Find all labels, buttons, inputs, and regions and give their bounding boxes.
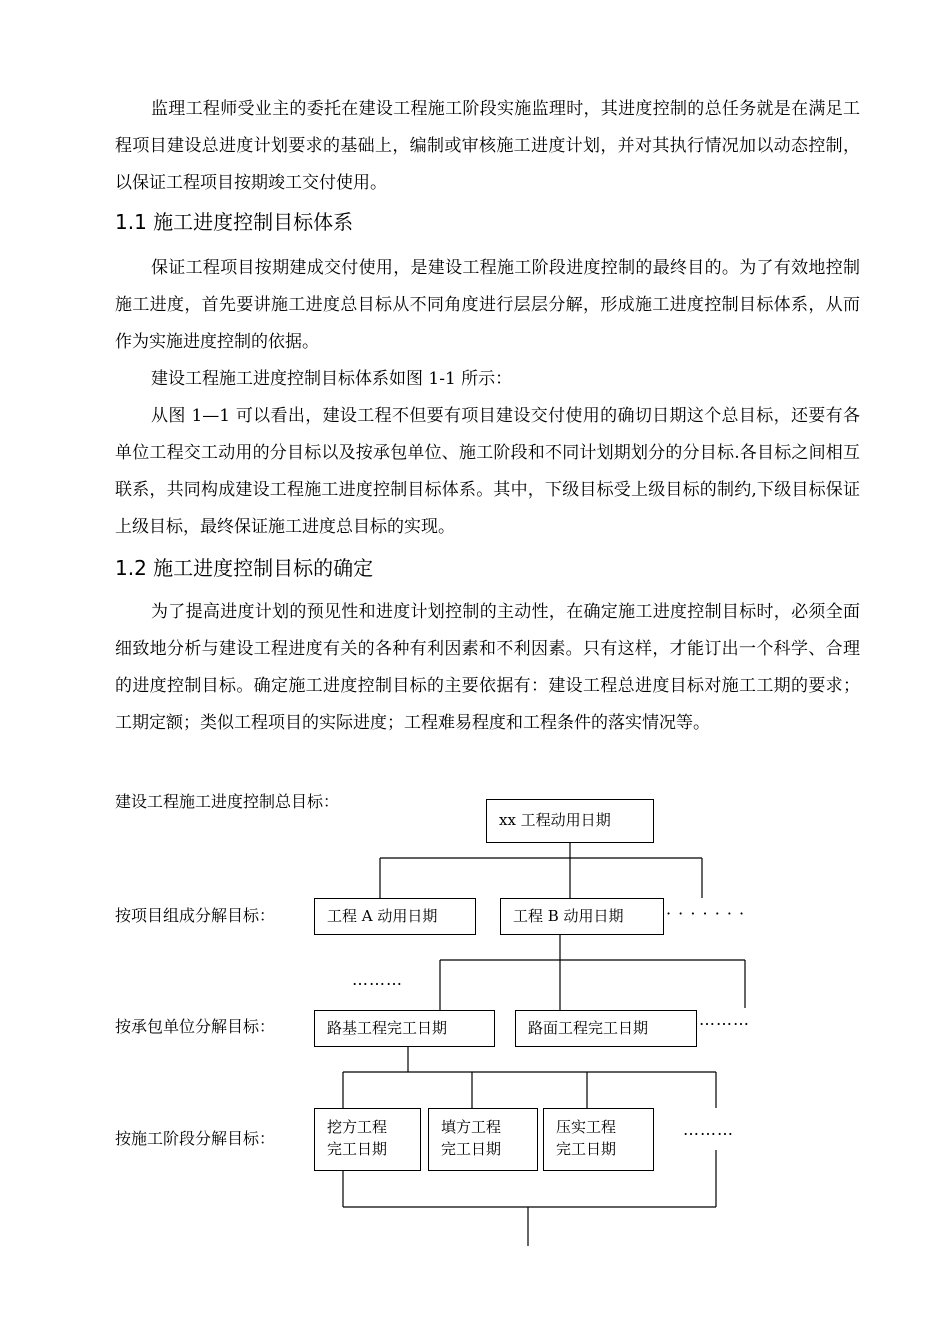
box-excavation-line1: 挖方工程 (327, 1118, 388, 1136)
label-total-goal: 建设工程施工进度控制总目标： (115, 792, 340, 811)
box-compaction-line2: 完工日期 (556, 1140, 617, 1158)
box-fill-line2: 完工日期 (441, 1140, 502, 1158)
intro-paragraph: 监理工程师受业主的委托在建设工程施工阶段实施监理时，其进度控制的总任务就是在满足工程项目建设总进度计划要求的基础上，编制或审核施工进度计划，并对其执行情况加以动态控制，以保证工程项目按期竣工交付使用。 (115, 99, 860, 193)
box-pavement-completion: 路面工程完工日期 (515, 1010, 697, 1047)
paragraph-figure-ref: 建设工程施工进度控制目标体系如图 1-1 所示： (151, 369, 513, 389)
box-fill-line1: 填方工程 (441, 1118, 502, 1136)
box-root-project-date: xx 工程动用日期 (486, 799, 654, 843)
section-heading-1-1: 1.1 施工进度控制目标体系 (115, 210, 354, 234)
box-project-a-date: 工程 A 动用日期 (314, 898, 476, 935)
box-roadbed-completion: 路基工程完工日期 (314, 1010, 495, 1047)
ellipsis-level3: ……… (683, 1120, 734, 1139)
ellipsis-level1: · · · · · · · (666, 904, 746, 923)
label-by-phase: 按施工阶段分解目标： (115, 1129, 276, 1148)
paragraph-figure-explanation: 从图 1—1 可以看出，建设工程不但要有项目建设交付使用的确切日期这个总目标，还要有各单位工程交工动用的分目标以及按承包单位、施工阶段和不同计划期划分的分目标.各目标之间相互联系，共同构成建设工程施工进度控制目标体系。其中，下级目标受上级目标的制约,下级目标保证上级目标，最终保证施工进度总目标的实现。 (115, 406, 860, 537)
box-compaction-completion (543, 1108, 654, 1171)
ellipsis-level2: ……… (699, 1010, 750, 1029)
paragraph-determination: 为了提高进度计划的预见性和进度计划控制的主动性，在确定施工进度控制目标时，必须全面细致地分析与建设工程进度有关的各种有利因素和不利因素。只有这样，才能订出一个科学、合理的进度控制目标。确定施工进度控制目标的主要依据有：建设工程总进度目标对施工工期的要求；工期定额；类似工程项目的实际进度；工程难易程度和工程条件的落实情况等。 (115, 602, 860, 733)
label-by-project: 按项目组成分解目标： (115, 906, 276, 925)
box-excavation-line2: 完工日期 (327, 1140, 388, 1158)
box-compaction-line1: 压实工程 (556, 1118, 617, 1136)
box-excavation-completion (314, 1108, 421, 1171)
box-project-b-date: 工程 B 动用日期 (500, 898, 664, 935)
label-by-contractor: 按承包单位分解目标： (115, 1017, 276, 1036)
section-heading-1-2: 1.2 施工进度控制目标的确定 (115, 556, 374, 580)
box-fill-completion (428, 1108, 538, 1171)
ellipsis-below-a: ……… (352, 970, 403, 989)
paragraph-goal: 保证工程项目按期建成交付使用，是建设工程施工阶段进度控制的最终目的。为了有效地控制施工进度，首先要讲施工进度总目标从不同角度进行层层分解，形成施工进度控制目标体系，从而作为实施进度控制的依据。 (115, 258, 860, 352)
